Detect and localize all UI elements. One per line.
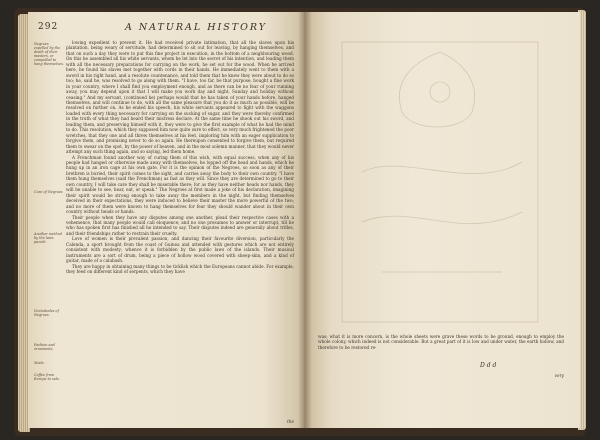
right-page — [304, 12, 580, 428]
margin-note: Another method by the laws punish. — [34, 232, 62, 244]
running-head-title: A NATURAL HISTORY — [124, 22, 268, 33]
margin-note: Coffee from Europe to sale. — [34, 373, 60, 381]
running-head — [38, 22, 294, 36]
engraving-frame — [342, 42, 538, 322]
book-gutter — [298, 12, 312, 428]
catchword: very — [554, 373, 564, 378]
margin-note: Vicissitudes of Negroes. — [34, 309, 59, 317]
right-page-text — [318, 334, 564, 350]
margin-note: Fashion and ornaments. — [34, 343, 55, 351]
body-text — [66, 40, 294, 420]
engraving-curve — [362, 162, 522, 174]
left-page — [28, 12, 304, 428]
engraving-curve — [362, 212, 522, 224]
paragraph: was; what it is more concern, is the whole sheets were grave these words to be ground, enough to employ the whole colony, which indeed is not considerable. But a great part of it is low and under water, the earth hollow, and therefore to be restored re- — [318, 334, 564, 350]
page-number: 292 — [38, 22, 59, 32]
margin-note: Negroes expelled by the death of their masters, or compelled to hang themselves. — [34, 42, 64, 66]
signature-mark: D d d — [480, 362, 497, 369]
paragraph: Love of women is their prevalent passion, and dancing their favourite diversion, particularly the Calenda, a sport brought from the coast of Guinea and attended with gestures which are not entirely consistent with modesty; whence it is forbidden by the public laws of the islands. Their musical instruments are a sort of drum, being a piece of hollow wood covered with sheep-skin, and a kind of guitar, made of a calabash. — [66, 236, 294, 264]
margin-note: Cure of Negroes. — [34, 190, 64, 194]
catchword: the — [287, 419, 294, 424]
paragraph: lowing expedient to prevent it. He had received private intimation, that all the slaves upon his plantation, being weary of servitude, had determined to sit out for leaving, by hanging themselves, and that on such a day they were to put this fine project in execution, in the bottom of a neighbouring wood. On this he assembled all his white servants, whom he let into the secret of his intention, and leading them with all the necessary preparations for carrying on the work, he set out for the wood. When he arrived here, he found his slaves met together with cords in their hands. He immediately went to them with a sword in his right hand, and a resolute countenance, and told them that he knew they were about to do so too; he, said he, was resolved to go along with them. "I have, too far, be that purpose, bought a fine work in your country, where I shall find you employment enough, and as there can be no fear of your running away, you may depend upon it that I will make you work day and night, Sunday and holiday without ceasing." And my servant, (continued he) perhaps would that he has taken of your hands before, hanged themselves, and will continue to do, with all the same pleasure that you do it as much as possible, will be resolved on further on. As he ended his speech, his white servants appeared to fight with the waggons loaded with every thing necessary for carrying on the sucking of sugar, and they were thereby confirmed in the truth of what they had heard their mistress declare. At the same time he shook out his sword, and leading them, and preserving himself with it, they were to give the first example of what he had the mind to do. This resolution, which they supposed him now quite sure to effect, so very much frightened the poor wretches, that they one and all threw themselves at his feet, imploring him with an eager supplication to forgive them, and promising never to do so again. He thereupon consented to forgive them, but required them to swear on the spot, by the power of heaven, and in the most solemn manner, that they would never attempt any such thing again, and so saying, led them home. — [66, 40, 294, 155]
paragraph: Their people when they have any disputes among one another, plead their respective cases with a vehemence, that many people would call eloquence; and no one presumes to answer or interrupt, till he who has spoken first has finished all he intended to say. Their disputes indeed are generally about trifles, and their friendships rather to restrain their cruelty. — [66, 214, 294, 236]
margin-note: Mode. — [34, 361, 45, 365]
engraving-ornament — [430, 82, 450, 102]
engraving-cartouche — [399, 52, 474, 127]
margin-notes — [34, 42, 64, 381]
paragraph: A Frenchman found another way of curing them of this wish, with equal success, when any of his people had hanged or otherwise made away with themselves, he lopped off the head and hands, which he hung up in an iron cage at his own gate. For it is the opinion of the Negroes, so soon as any of their brethren is buried, their spirit comes to the sight, and carries away the body to their own country. "I have them hung themselves (said the Frenchman) as fast as they will. Since they are determined to go to their own country, I will take care they shall be miserable there; for as they have neither heads nor hands, they will be unable to see, hear, eat, or speak." The Negroes at first made a joke of his declaration, imagining their spirit would be strong enough to take away the members in the night, but finding themselves deceived in their expectations, they were induced to believe their master the more powerful of the two; and no more of them were known to hang themselves for fear they should wander about in their own country without heads or hands. — [66, 154, 294, 215]
paragraph: They are happy in obtaining many things to be ticklish which the Europeans cannot abide. For example, they feed on different kind of serpents, which they have — [66, 263, 294, 275]
faint-engraving-show-through — [322, 22, 558, 334]
